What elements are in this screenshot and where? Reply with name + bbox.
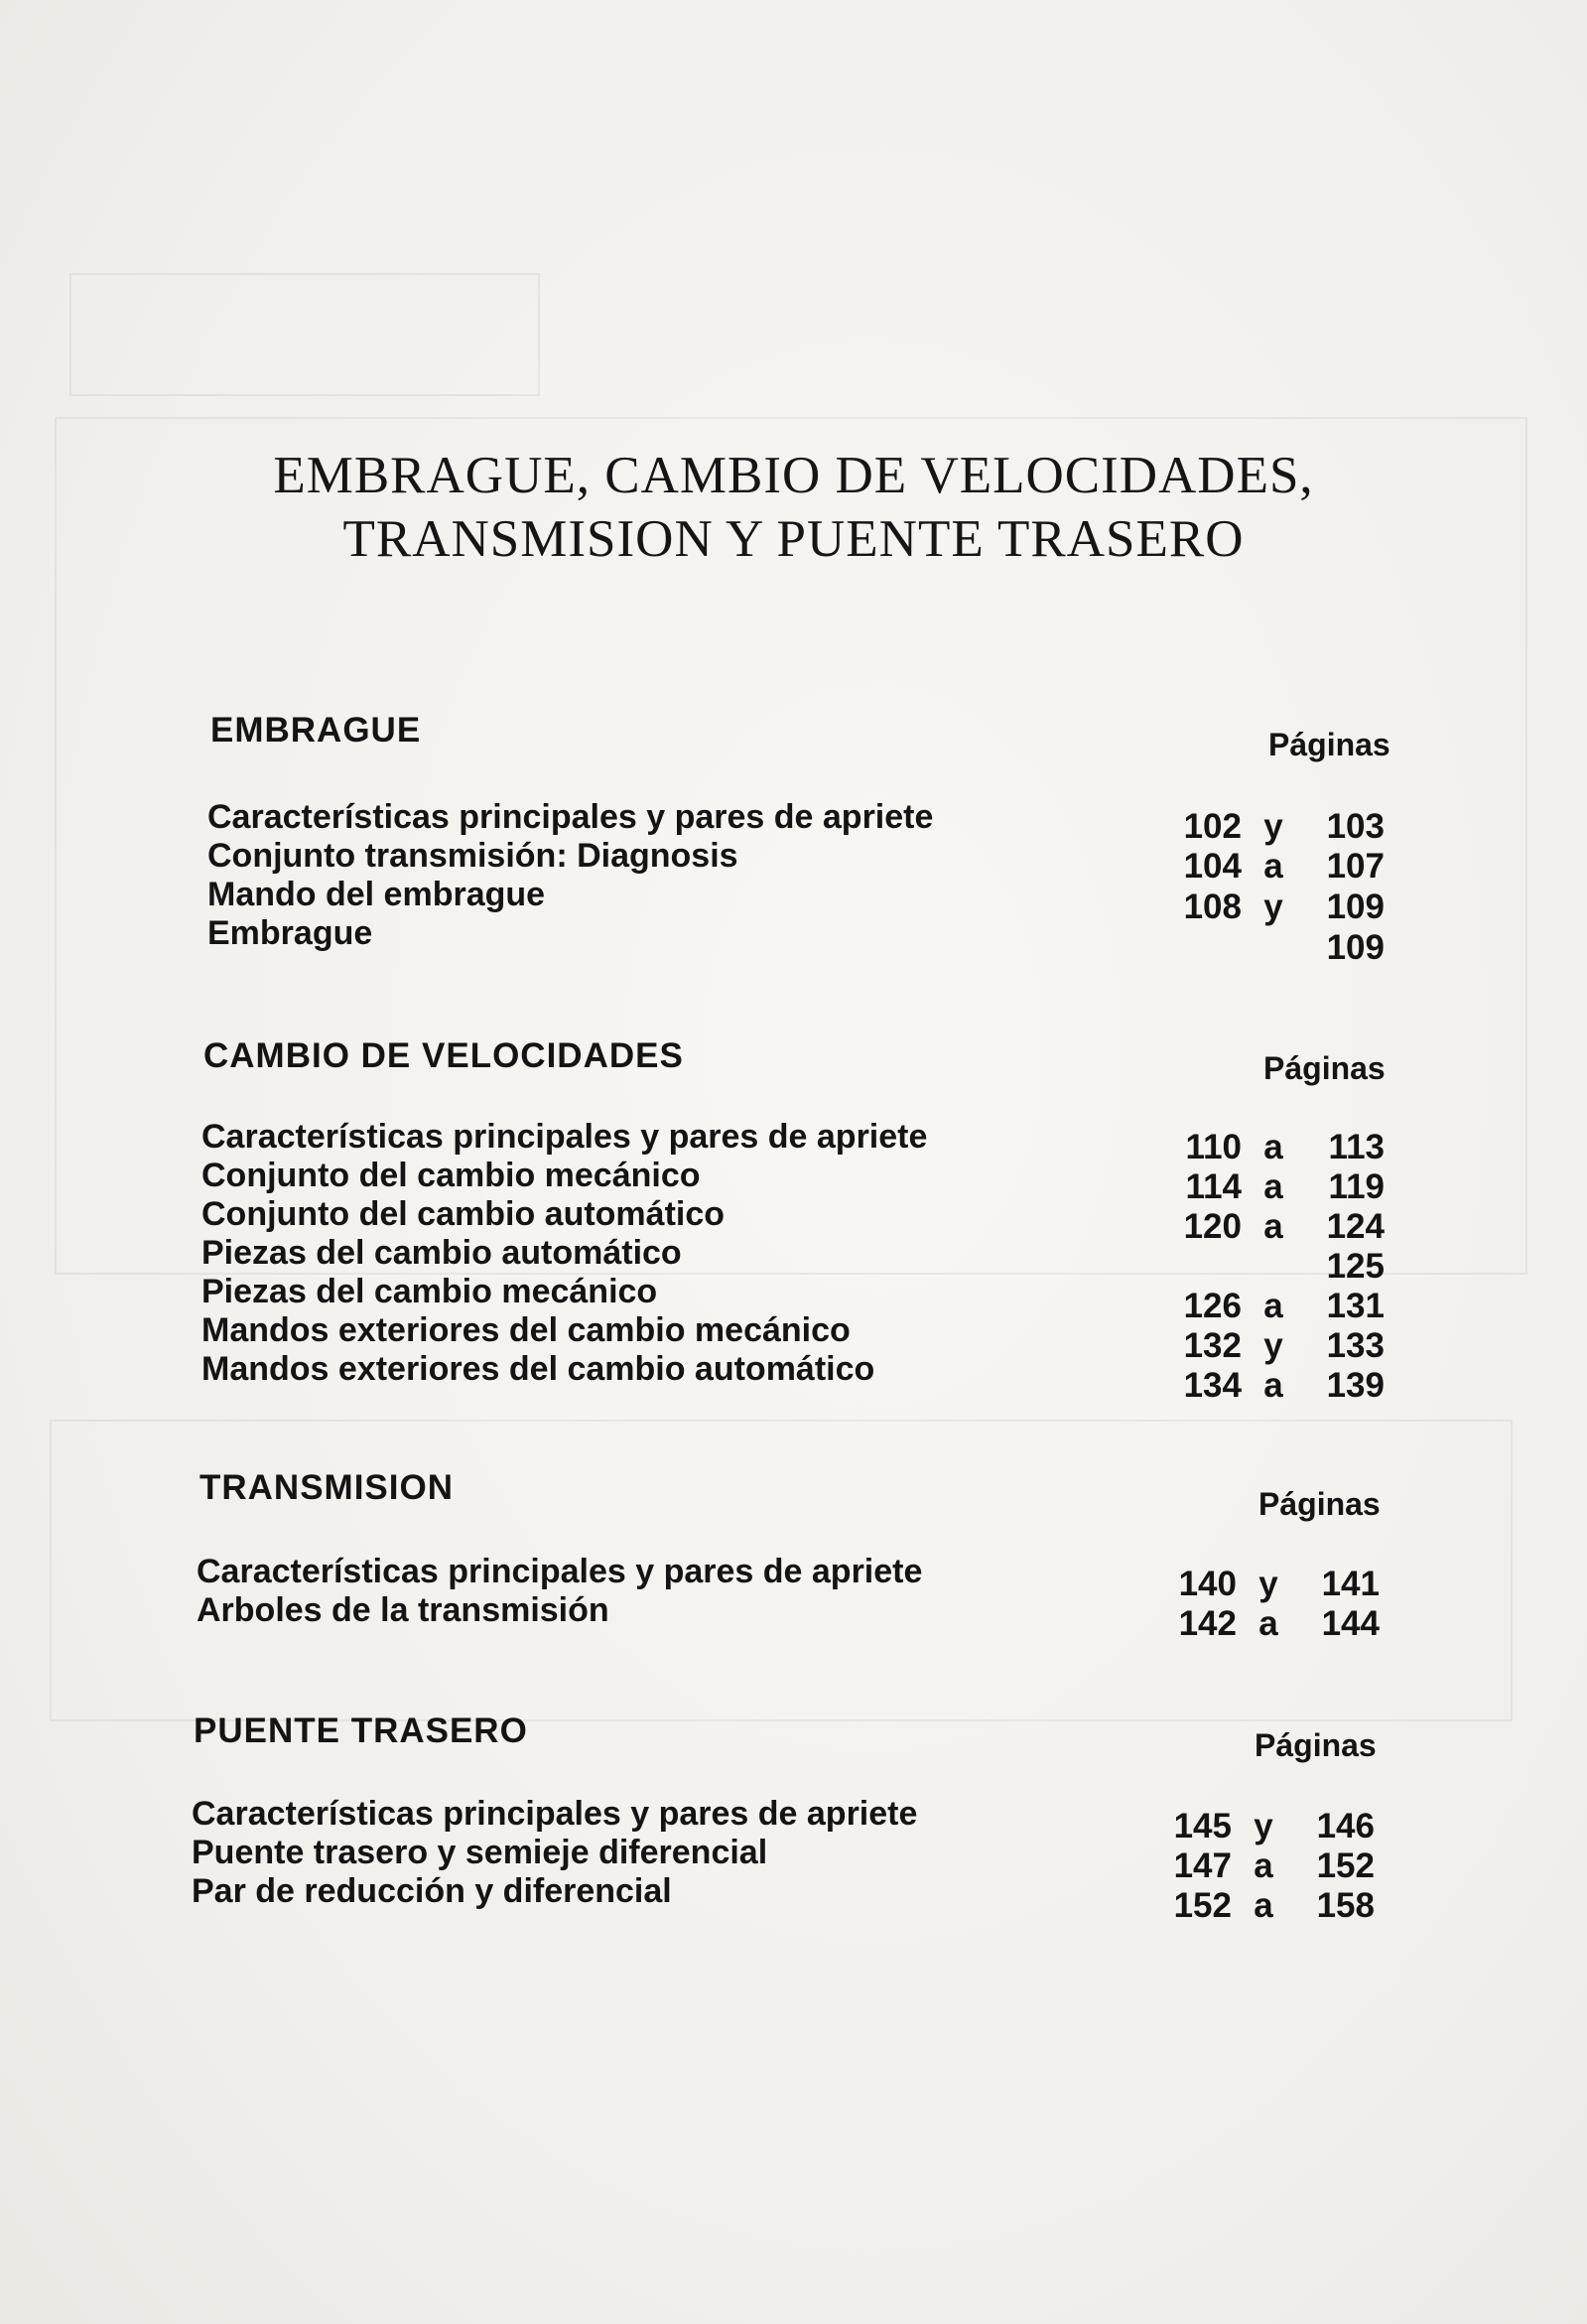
toc-entry-pages: 120 a 124 [1183,1207,1385,1246]
toc-entry-pages: 145 y 146 [1173,1807,1375,1846]
toc-entry-pages: 108 y 109 [1183,888,1385,926]
page-title-line-2: TRANSMISION Y PUENTE TRASERO [342,510,1245,568]
toc-entry-pages: 102 y 103 [1183,807,1385,846]
toc-entry-label: Par de reducción y diferencial [192,1872,672,1910]
toc-entry-pages: 109 [1326,928,1385,967]
toc-entry-label: Características principales y pares de apriete [192,1795,918,1833]
toc-entry-label: Piezas del cambio mecánico [201,1273,658,1310]
toc-entry-label: Embrague [207,914,373,952]
toc-entry-label: Arboles de la transmisión [197,1591,609,1629]
section-heading-embrague: EMBRAGUE [210,711,422,750]
toc-entry-label: Conjunto del cambio automático [201,1195,726,1233]
toc-entry-pages: 142 a 144 [1178,1604,1380,1643]
toc-entry-label: Características principales y pares de apriete [207,798,934,836]
toc-entry-pages: 132 y 133 [1183,1326,1385,1365]
toc-entry-pages: 140 y 141 [1178,1565,1380,1603]
section-heading-puente-trasero: PUENTE TRASERO [194,1711,528,1750]
section-heading-cambio-de-velocidades: CAMBIO DE VELOCIDADES [203,1036,684,1075]
toc-entry-label: Piezas del cambio automático [201,1234,682,1272]
toc-entry-pages: 114 a 119 [1185,1167,1385,1206]
pages-label-embrague: Páginas [1268,727,1390,762]
pages-label-transmision: Páginas [1258,1486,1381,1522]
bleed-through-frame [69,273,540,396]
toc-entry-label: Mandos exteriores del cambio mecánico [201,1311,851,1349]
toc-entry-label: Mando del embrague [207,876,546,913]
toc-entry-label: Características principales y pares de apriete [201,1118,928,1156]
page-title-line-1: EMBRAGUE, CAMBIO DE VELOCIDADES, [273,447,1314,504]
toc-entry-pages: 152 a 158 [1173,1886,1375,1925]
toc-entry-pages: 125 [1326,1247,1385,1286]
toc-entry-label: Conjunto del cambio mecánico [201,1157,701,1194]
toc-entry-pages: 110 a 113 [1185,1128,1385,1166]
toc-entry-label: Puente trasero y semieje diferencial [192,1834,768,1871]
section-heading-transmision: TRANSMISION [199,1468,454,1507]
toc-entry-pages: 147 a 152 [1173,1846,1375,1885]
pages-label-puente-trasero: Páginas [1255,1727,1377,1763]
toc-entry-pages: 126 a 131 [1183,1287,1385,1325]
toc-entry-pages: 104 a 107 [1183,847,1385,886]
pages-label-cambio: Páginas [1263,1050,1386,1086]
toc-entry-pages: 134 a 139 [1183,1366,1385,1405]
toc-entry-label: Conjunto transmisión: Diagnosis [207,837,738,875]
toc-entry-label: Mandos exteriores del cambio automático [201,1350,875,1388]
toc-entry-label: Características principales y pares de apriete [197,1553,923,1590]
